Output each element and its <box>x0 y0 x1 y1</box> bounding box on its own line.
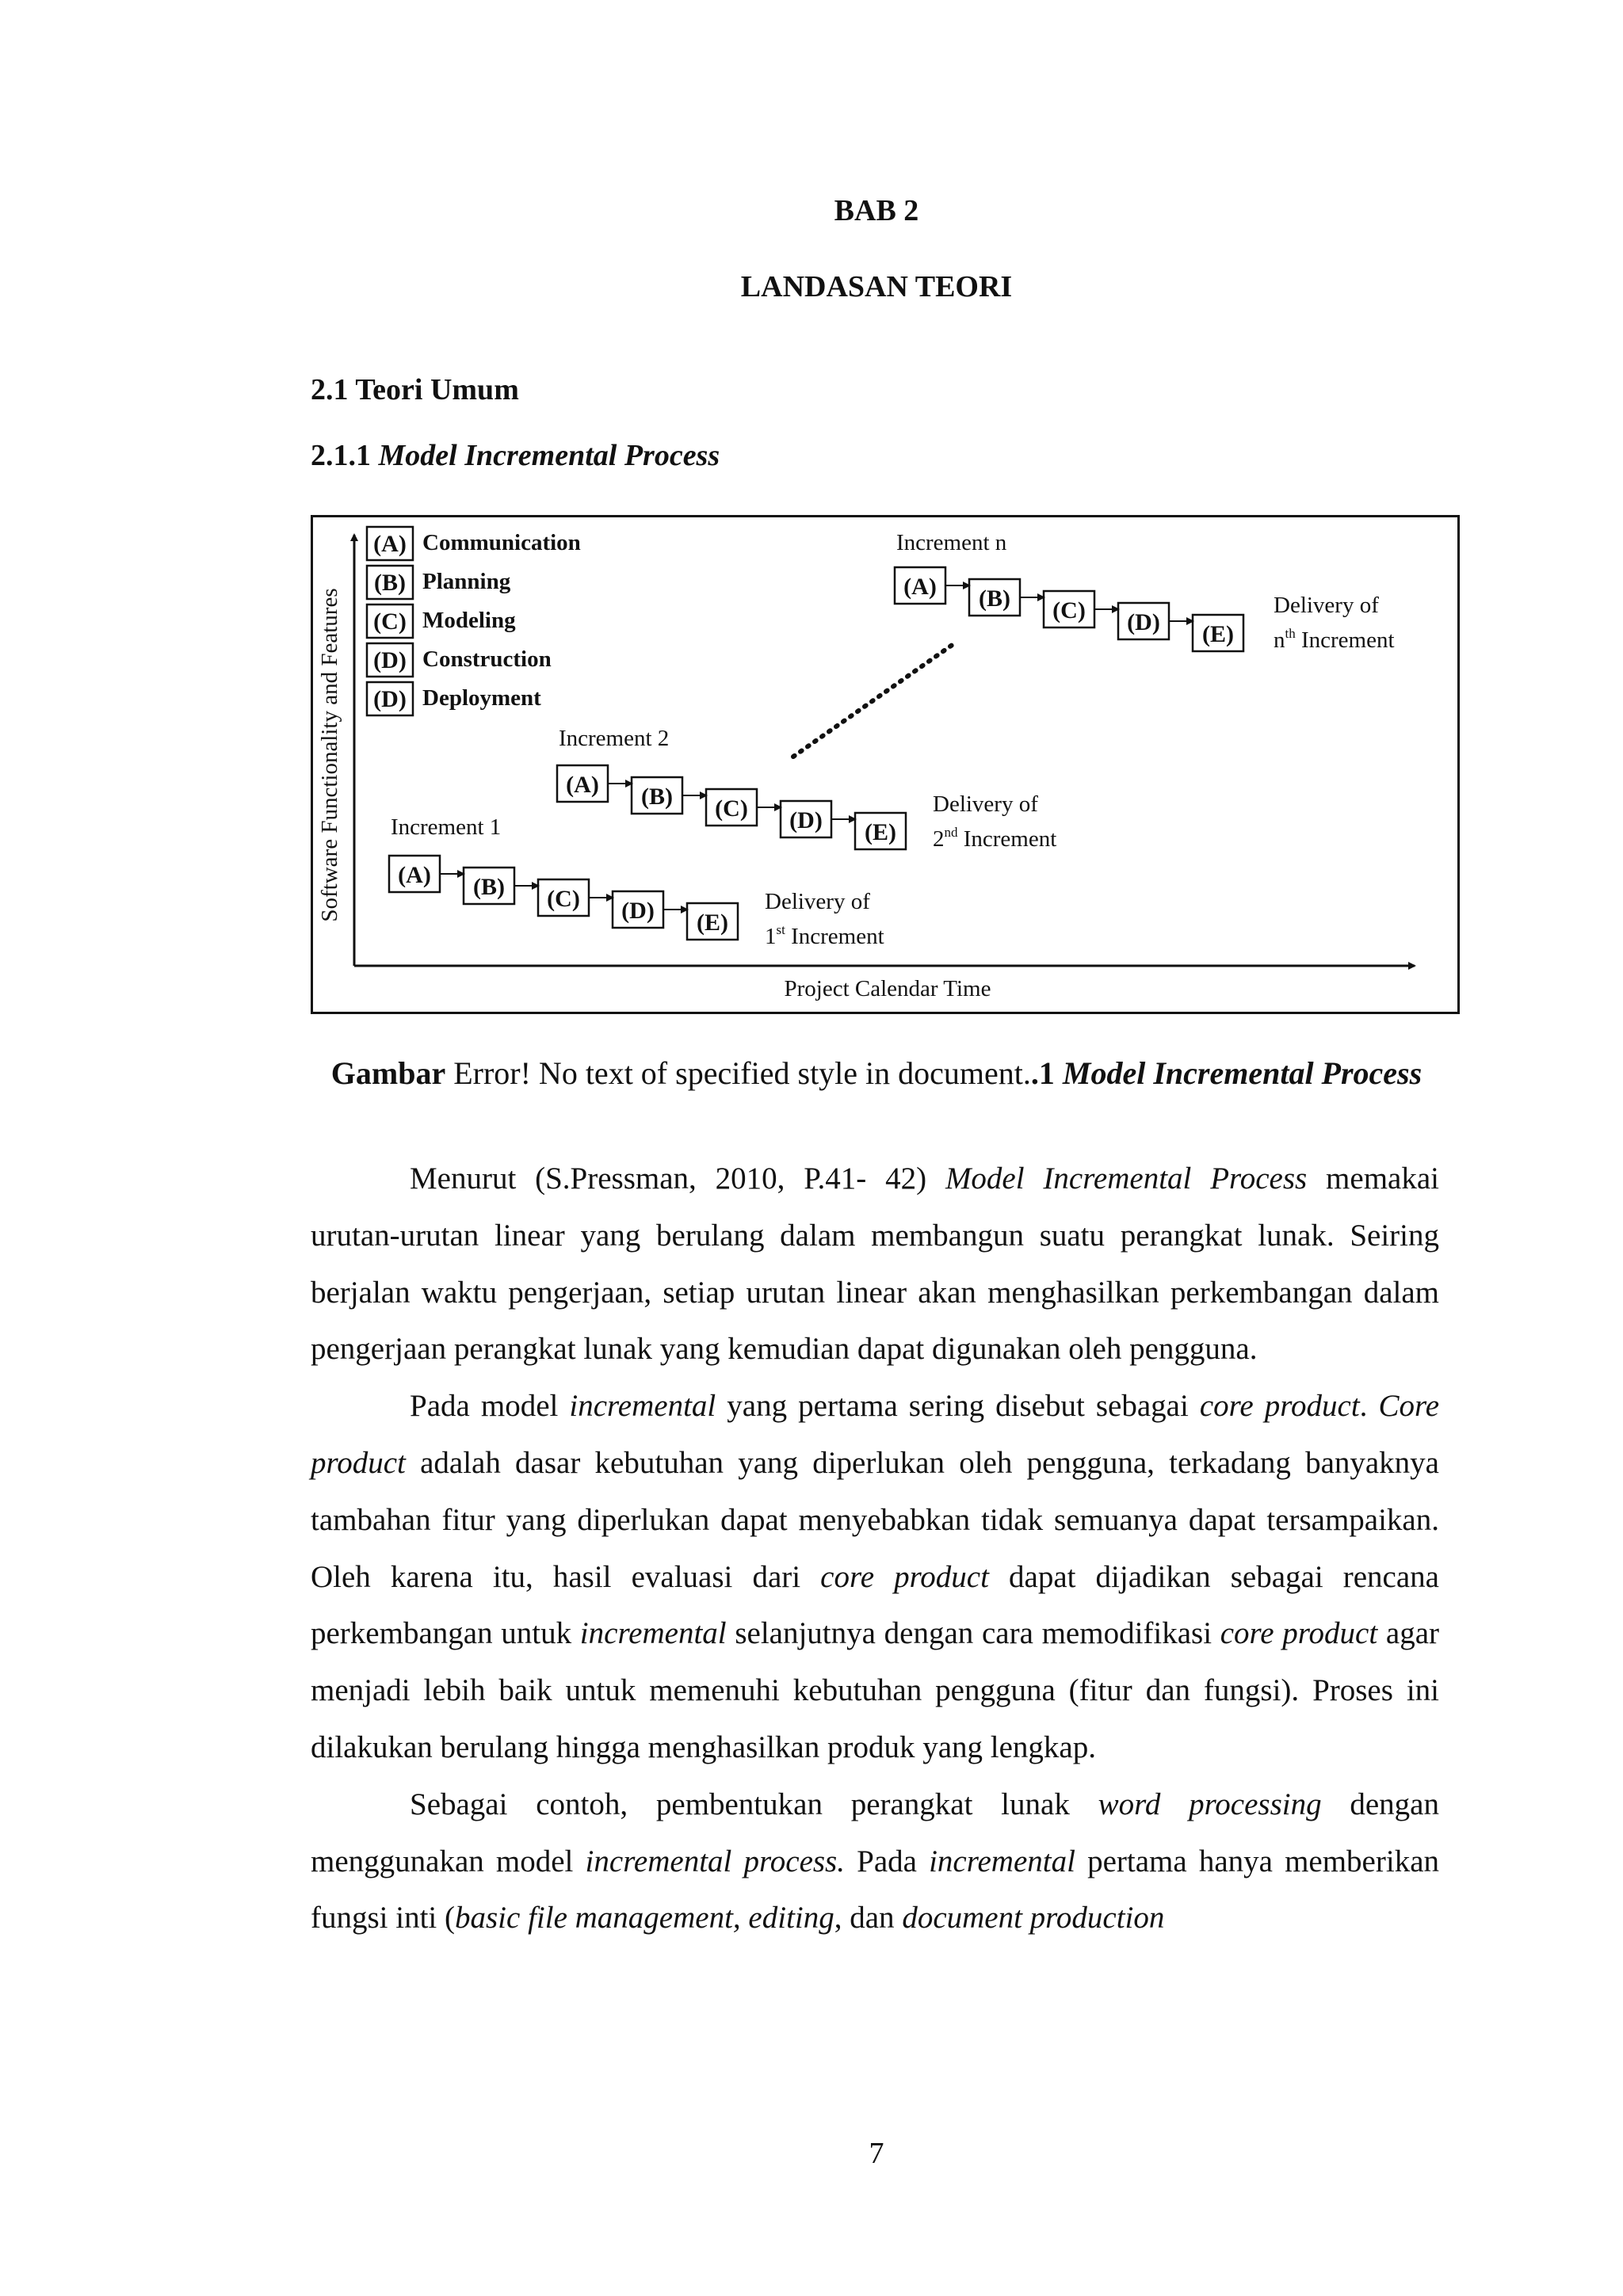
italic-term: incremental <box>569 1389 716 1424</box>
italic-term: basic file management, editing <box>455 1901 834 1936</box>
delivery-ordinal-suffix: st <box>776 922 785 937</box>
italic-term: Core product <box>311 1389 1440 1480</box>
delivery-ordinal-suffix: th <box>1285 626 1296 641</box>
increment-title: Increment 2 <box>559 726 670 751</box>
subsection-title: Model Incremental Process <box>378 439 720 472</box>
text-run: , dan <box>834 1901 903 1936</box>
text-run: Pada model <box>410 1389 570 1424</box>
increment-title: Increment 1 <box>391 814 502 840</box>
chapter-number: BAB 2 <box>834 194 919 227</box>
x-axis-label: Project Calendar Time <box>784 976 991 1001</box>
step-label: (B) <box>979 585 1010 612</box>
step-label: (E) <box>865 819 896 845</box>
italic-term: core product <box>1220 1616 1378 1651</box>
paragraph-1 <box>311 1150 1439 1378</box>
step-label: (D) <box>789 807 823 833</box>
step-label: (B) <box>641 784 673 810</box>
step-label: (B) <box>473 874 505 900</box>
legend-label: Deployment <box>422 685 541 711</box>
text-run: selanjutnya dengan cara memodifikasi <box>726 1616 1220 1651</box>
text-run: dengan menggunakan model <box>311 1787 1439 1878</box>
text-run: Sebagai contoh, pembentukan perangkat lunak <box>410 1787 1098 1821</box>
legend-code: (C) <box>373 608 407 635</box>
text-run: Menurut (S.Pressman, 2010, P.41- 42) <box>410 1161 945 1196</box>
text-run: memakai urutan-urutan linear yang berulang dalam membangun suatu perangkat lunak. Seiring berjalan waktu pengerjaan, setiap urutan linear akan menghasilkan perkembangan dalam pengerjaan perangkat lunak yang kemudian dapat digunakan oleh pengguna. <box>311 1161 1439 1367</box>
step-label: (A) <box>398 862 431 888</box>
paragraph-3 <box>311 1776 1439 1947</box>
step-label: (E) <box>1202 621 1234 647</box>
incremental-model-diagram <box>313 517 1457 1012</box>
dotted-progression-line <box>793 644 953 757</box>
italic-term: incremental <box>929 1844 1075 1878</box>
caption-number: .1 <box>1030 1055 1055 1091</box>
italic-term: incremental process. <box>585 1844 845 1878</box>
text-run: agar menjadi lebih baik untuk memenuhi kebutuhan pengguna (fitur dan fungsi). Proses ini dilakukan berulang hingga menghasilkan produk yang lengkap. <box>311 1616 1439 1764</box>
italic-term: core product <box>1199 1389 1360 1424</box>
legend-code: (A) <box>373 531 407 557</box>
legend-code: (D) <box>373 686 407 712</box>
delivery-increment <box>933 825 1056 852</box>
step-label: (C) <box>715 795 748 822</box>
delivery-increment-word: Increment <box>1295 627 1395 653</box>
legend-label: Communication <box>422 530 581 555</box>
delivery-ordinal: n <box>1274 627 1285 653</box>
step-label: (C) <box>1052 597 1086 624</box>
subsection-number: 2.1.1 <box>311 439 371 472</box>
italic-term: incremental <box>579 1616 727 1651</box>
text-run: . <box>1359 1389 1379 1424</box>
caption-error-text: Error! No text of specified style in document. <box>445 1055 1031 1091</box>
step-label: (D) <box>1127 609 1160 635</box>
legend-label: Construction <box>422 646 552 672</box>
delivery-label: Delivery of <box>765 889 870 914</box>
delivery-label: Delivery of <box>1274 593 1379 618</box>
legend <box>367 527 581 715</box>
legend-label: Modeling <box>422 608 516 633</box>
incremental-model-figure <box>311 515 1460 1014</box>
subsection-heading <box>311 438 720 473</box>
delivery-increment-word: Increment <box>785 924 884 949</box>
caption-label: Gambar <box>330 1055 446 1091</box>
text-run: yang pertama sering disebut sebagai <box>716 1389 1200 1424</box>
step-label: (D) <box>621 898 655 924</box>
delivery-increment <box>1274 626 1395 653</box>
delivery-ordinal: 2 <box>933 826 945 852</box>
italic-term: core product <box>820 1559 989 1594</box>
caption-title: Model Incremental Process <box>1062 1055 1423 1091</box>
legend-code: (B) <box>374 570 406 596</box>
increment-title: Increment n <box>896 530 1007 555</box>
y-axis-label: Software Functionality and Features <box>317 588 342 922</box>
delivery-ordinal-suffix: nd <box>944 825 958 840</box>
step-label: (E) <box>697 910 728 936</box>
delivery-ordinal: 1 <box>765 924 777 949</box>
italic-term: document production <box>902 1901 1165 1936</box>
section-heading: 2.1 Teori Umum <box>311 373 519 406</box>
step-label: (A) <box>566 772 599 798</box>
paragraph-2 <box>311 1378 1439 1776</box>
increment-1 <box>389 814 884 949</box>
figure-caption <box>311 1054 1442 1093</box>
step-label: (C) <box>547 886 580 912</box>
legend-code: (D) <box>373 647 407 673</box>
delivery-label: Delivery of <box>933 791 1038 817</box>
text-run: Pada <box>844 1844 930 1878</box>
body-text <box>311 1150 1439 1947</box>
text-run: adalah dasar kebutuhan yang diperlukan oleh pengguna, terkadang banyaknya tambahan fitur yang diperlukan dapat menyebabkan tidak semuanya dapat tersampaikan. Oleh karena itu, hasil evaluasi dari <box>311 1445 1439 1594</box>
text-run: pertama hanya memberikan fungsi inti ( <box>311 1844 1440 1936</box>
italic-term: Model Incremental Process <box>945 1161 1308 1196</box>
page-number: 7 <box>869 2137 884 2170</box>
chapter-title: LANDASAN TEORI <box>740 270 1013 303</box>
increment-n <box>895 530 1395 653</box>
delivery-increment-word: Increment <box>957 826 1057 852</box>
text-run: dapat dijadikan sebagai rencana perkembangan untuk <box>311 1559 1439 1651</box>
legend-label: Planning <box>422 569 511 594</box>
italic-term: word processing <box>1098 1787 1322 1821</box>
step-label: (A) <box>903 574 937 600</box>
delivery-increment <box>765 922 884 949</box>
